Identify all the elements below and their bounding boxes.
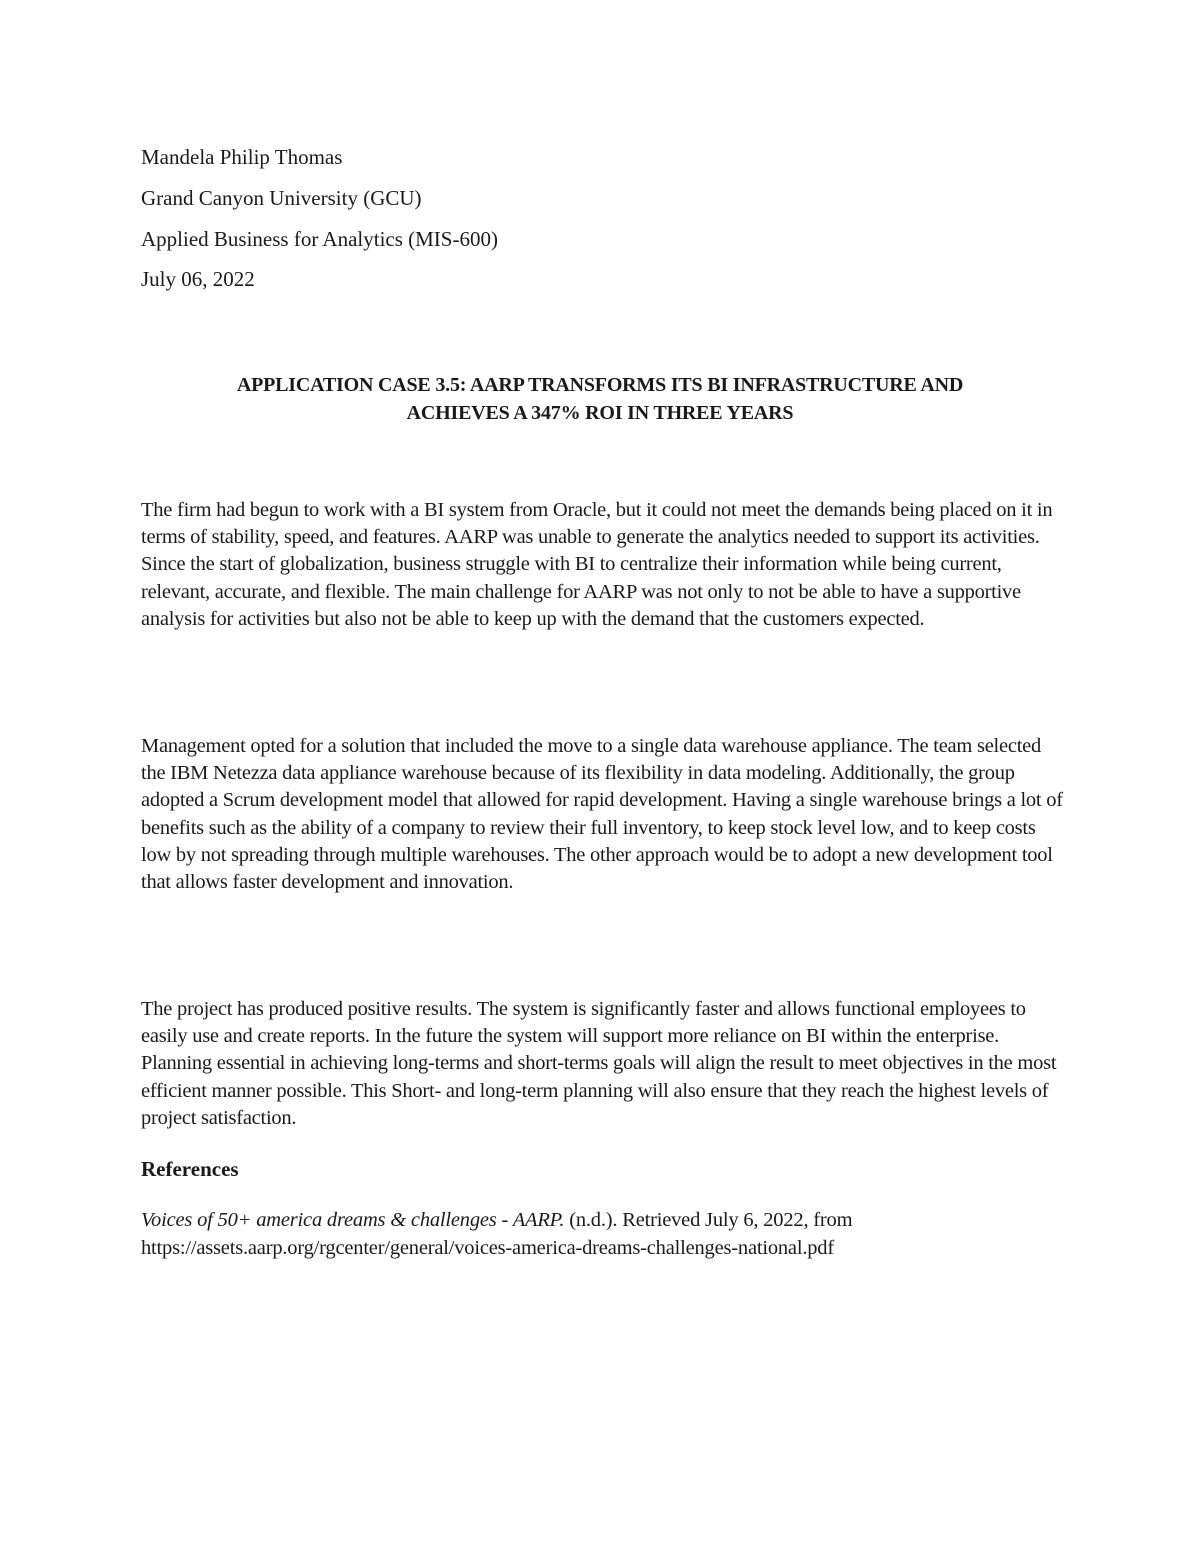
- title-line-1: APPLICATION CASE 3.5: AARP TRANSFORMS ITS BI INFRASTRUCTURE AND: [236, 374, 964, 396]
- references-heading: References: [141, 1157, 239, 1181]
- institution-name: Grand Canyon University (GCU): [141, 186, 422, 210]
- reference-detail: (n.d.). Retrieved July 6, 2022, from https://assets.aarp.org/rgcenter/general/voices-america-dreams-challenges-national.pdf: [141, 1209, 853, 1259]
- body-paragraph-3: The project has produced positive results. The system is significantly faster and allows functional employees to easily use and create reports. In the future the system will support more reliance on BI within the enterprise. Planning essential in achieving long-terms and short-terms goals will align the result to meet objectives in the most efficient manner possible. This Short- and long-term planning will also ensure that they reach the highest levels of project satisfaction.: [141, 998, 1057, 1129]
- document-title: [141, 371, 1059, 427]
- document-date: July 06, 2022: [141, 267, 255, 291]
- body-paragraph-2: Management opted for a solution that included the move to a single data warehouse appliance. The team selected the IBM Netezza data appliance warehouse because of its flexibility in data modeling. Additionally, the group adopted a Scrum development model that allowed for rapid development. Having a single warehouse brings a lot of benefits such as the ability of a company to review their full inventory, to keep stock level low, and to keep costs low by not spreading through multiple warehouses. The other approach would be to adopt a new development tool that allows faster development and innovation.: [141, 735, 1063, 894]
- body-paragraph-1: The firm had begun to work with a BI system from Oracle, but it could not meet the demands being placed on it in terms of stability, speed, and features. AARP was unable to generate the analytics needed to support its activities. Since the start of globalization, business struggle with BI to centralize their information while being current, relevant, accurate, and flexible. The main challenge for AARP was not only to not be able to have a supportive analysis for activities but also not be able to keep up with the demand that the customers expected.: [141, 499, 1053, 630]
- reference-title: Voices of 50+ america dreams & challenges - AARP.: [141, 1209, 565, 1231]
- title-line-2: ACHIEVES A 347% ROI IN THREE YEARS: [406, 402, 794, 424]
- reference-entry: [141, 1207, 1063, 1262]
- course-name: Applied Business for Analytics (MIS-600): [141, 227, 498, 251]
- author-name: Mandela Philip Thomas: [141, 145, 343, 169]
